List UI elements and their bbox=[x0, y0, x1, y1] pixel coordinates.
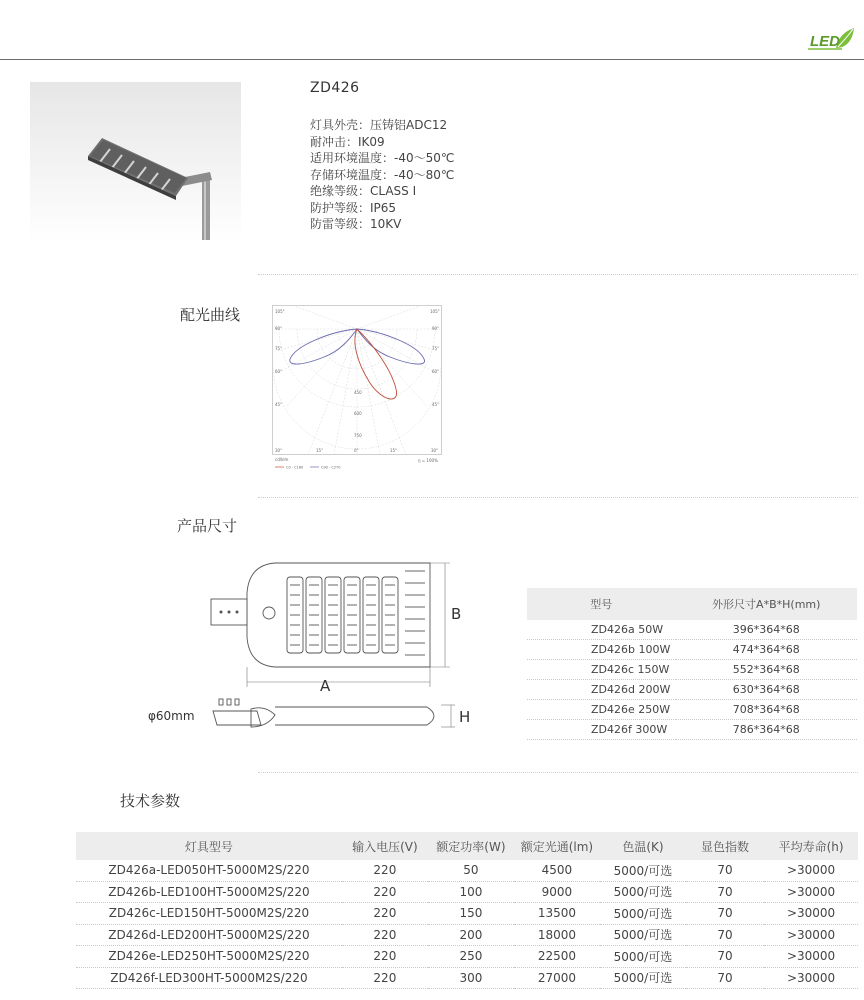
angle-label: 30° bbox=[275, 448, 283, 453]
table-cell: 150 bbox=[428, 903, 514, 925]
table-cell: ZD426b-LED100HT-5000M2S/220 bbox=[76, 881, 342, 903]
spec-protection: 防护等级：IP65 bbox=[310, 200, 397, 215]
spec-housing: 灯具外壳：压铸铝ADC12 bbox=[310, 118, 448, 132]
table-row bbox=[527, 660, 857, 680]
legend-c0: C0 - C180 bbox=[286, 465, 304, 470]
technical-title: 技术参数 bbox=[120, 792, 181, 810]
label-a: A bbox=[320, 677, 331, 695]
tech-table bbox=[76, 832, 858, 989]
table-cell: 70 bbox=[686, 924, 764, 946]
table-cell: 70 bbox=[686, 881, 764, 903]
spec-operating-temp: 适用环境温度：-40～50℃ bbox=[310, 151, 455, 165]
table-cell: 18000 bbox=[514, 924, 600, 946]
table-cell: ZD426d-LED200HT-5000M2S/220 bbox=[76, 924, 342, 946]
table-cell: ZD426b 100W bbox=[527, 640, 676, 660]
table-cell: ZD426f-LED300HT-5000M2S/220 bbox=[76, 967, 342, 989]
table-cell: ZD426f 300W bbox=[527, 720, 676, 740]
table-cell: 100 bbox=[428, 881, 514, 903]
table-row bbox=[76, 924, 858, 946]
radial-label: 750 bbox=[354, 433, 362, 438]
table-row bbox=[527, 620, 857, 640]
table-cell: ZD426a 50W bbox=[527, 620, 676, 640]
column-header: 型号 bbox=[527, 588, 676, 620]
table-cell: >30000 bbox=[764, 967, 858, 989]
spec-storage-temp: 存储环境温度：-40～80℃ bbox=[310, 167, 455, 182]
spec-list bbox=[310, 117, 454, 233]
table-row bbox=[76, 967, 858, 989]
column-header: 额定光通(lm) bbox=[514, 832, 600, 860]
section-divider bbox=[258, 772, 858, 773]
efficiency-label: η = 100% bbox=[418, 458, 438, 463]
dimensions-title: 产品尺寸 bbox=[177, 517, 238, 535]
table-cell: 4500 bbox=[514, 860, 600, 881]
column-header: 平均寿命(h) bbox=[764, 832, 858, 860]
table-cell: 70 bbox=[686, 860, 764, 881]
size-table bbox=[527, 588, 857, 740]
logo-text: LED bbox=[810, 33, 840, 50]
table-cell: 70 bbox=[686, 903, 764, 925]
header-divider bbox=[0, 59, 864, 60]
table-cell: >30000 bbox=[764, 881, 858, 903]
table-cell: 396*364*68 bbox=[676, 620, 858, 640]
table-row bbox=[527, 700, 857, 720]
table-cell: 70 bbox=[686, 946, 764, 968]
unit-label: cd/klm bbox=[275, 457, 289, 462]
table-cell: 220 bbox=[342, 924, 428, 946]
table-cell: >30000 bbox=[764, 860, 858, 881]
table-cell: >30000 bbox=[764, 903, 858, 925]
column-header: 额定功率(W) bbox=[428, 832, 514, 860]
table-cell: 5000/可选 bbox=[600, 860, 686, 881]
table-cell: 13500 bbox=[514, 903, 600, 925]
angle-label: 105° bbox=[430, 309, 440, 314]
radial-label: 600 bbox=[354, 411, 362, 416]
table-cell: ZD426a-LED050HT-5000M2S/220 bbox=[76, 860, 342, 881]
table-cell: 9000 bbox=[514, 881, 600, 903]
spec-impact: 耐冲击：IK09 bbox=[310, 134, 385, 149]
tech-table-header bbox=[76, 832, 858, 860]
angle-label: 90° bbox=[275, 326, 283, 331]
angle-label: 30° bbox=[431, 448, 439, 453]
column-header: 输入电压(V) bbox=[342, 832, 428, 860]
table-cell: 200 bbox=[428, 924, 514, 946]
brand-logo bbox=[806, 26, 856, 52]
table-cell: 5000/可选 bbox=[600, 967, 686, 989]
polar-diagram bbox=[272, 305, 442, 471]
product-photo bbox=[30, 82, 241, 244]
table-cell: 220 bbox=[342, 860, 428, 881]
table-cell: 474*364*68 bbox=[676, 640, 858, 660]
angle-label: 45° bbox=[432, 402, 440, 407]
angle-label: 75° bbox=[275, 346, 283, 351]
angle-label: 15° bbox=[390, 448, 398, 453]
angle-label: 60° bbox=[275, 369, 283, 374]
table-cell: 22500 bbox=[514, 946, 600, 968]
product-model: ZD426 bbox=[310, 80, 360, 96]
angle-label: 60° bbox=[432, 369, 440, 374]
table-cell: 220 bbox=[342, 946, 428, 968]
table-cell: 27000 bbox=[514, 967, 600, 989]
section-divider bbox=[258, 274, 858, 275]
table-cell: 708*364*68 bbox=[676, 700, 858, 720]
table-row bbox=[527, 640, 857, 660]
spec-insulation: 绝缘等级：CLASS Ⅰ bbox=[310, 184, 417, 198]
street-light-image bbox=[30, 82, 241, 244]
table-cell: 220 bbox=[342, 967, 428, 989]
angle-label: 105° bbox=[275, 309, 285, 314]
table-cell: 50 bbox=[428, 860, 514, 881]
table-cell: 5000/可选 bbox=[600, 881, 686, 903]
table-cell: 300 bbox=[428, 967, 514, 989]
spec-surge: 防雷等级：10KV bbox=[310, 217, 402, 231]
table-cell: 5000/可选 bbox=[600, 946, 686, 968]
light-curve-title: 配光曲线 bbox=[180, 306, 241, 324]
table-cell: >30000 bbox=[764, 924, 858, 946]
table-cell: 220 bbox=[342, 881, 428, 903]
table-cell: 630*364*68 bbox=[676, 680, 858, 700]
column-header: 外形尺寸A*B*H(mm) bbox=[676, 588, 858, 620]
column-header: 灯具型号 bbox=[76, 832, 342, 860]
radial-label: 450 bbox=[354, 390, 362, 395]
column-header: 色温(K) bbox=[600, 832, 686, 860]
size-table-header bbox=[527, 588, 857, 620]
table-cell: 786*364*68 bbox=[676, 720, 858, 740]
table-row bbox=[76, 860, 858, 881]
table-cell: 5000/可选 bbox=[600, 903, 686, 925]
table-row bbox=[76, 946, 858, 968]
table-row bbox=[76, 881, 858, 903]
diameter-label: φ60mm bbox=[148, 709, 195, 723]
angle-label: 90° bbox=[432, 326, 440, 331]
angle-label: 45° bbox=[275, 402, 283, 407]
label-h: H bbox=[459, 708, 471, 726]
table-cell: 552*364*68 bbox=[676, 660, 858, 680]
table-row bbox=[76, 903, 858, 925]
table-cell: >30000 bbox=[764, 946, 858, 968]
label-b: B bbox=[451, 605, 462, 623]
table-row bbox=[527, 680, 857, 700]
table-cell: 5000/可选 bbox=[600, 924, 686, 946]
column-header: 显色指数 bbox=[686, 832, 764, 860]
table-cell: ZD426e-LED250HT-5000M2S/220 bbox=[76, 946, 342, 968]
table-cell: ZD426c-LED150HT-5000M2S/220 bbox=[76, 903, 342, 925]
table-cell: ZD426c 150W bbox=[527, 660, 676, 680]
table-cell: 70 bbox=[686, 967, 764, 989]
angle-label: 75° bbox=[432, 346, 440, 351]
table-row bbox=[527, 720, 857, 740]
legend-c90: C90 - C270 bbox=[321, 465, 341, 470]
dimension-drawing bbox=[205, 555, 485, 735]
table-cell: ZD426e 250W bbox=[527, 700, 676, 720]
angle-label: 15° bbox=[316, 448, 324, 453]
table-cell: 250 bbox=[428, 946, 514, 968]
table-cell: ZD426d 200W bbox=[527, 680, 676, 700]
angle-label: 0° bbox=[354, 448, 359, 453]
table-cell: 220 bbox=[342, 903, 428, 925]
section-divider bbox=[258, 497, 858, 498]
